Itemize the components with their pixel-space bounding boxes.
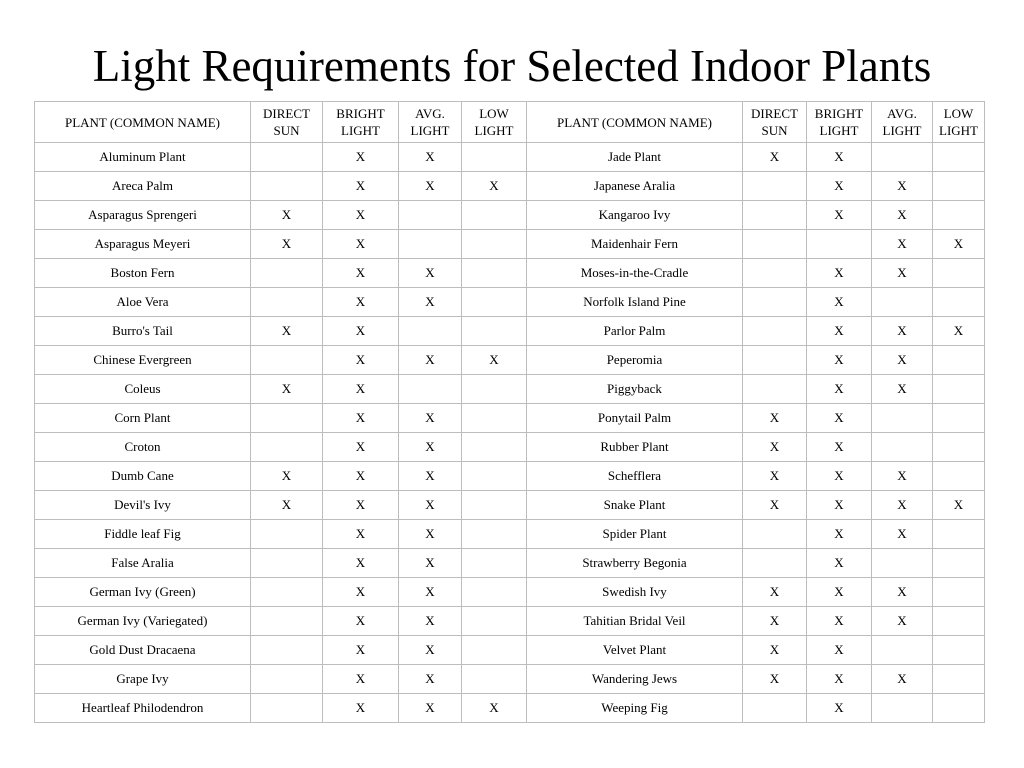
low-light-cell: X [462, 346, 527, 375]
table-row [35, 549, 985, 578]
direct-sun-cell [743, 230, 807, 259]
direct-sun-cell: X [251, 491, 323, 520]
direct-sun-cell: X [743, 636, 807, 665]
bright-light-cell: X [807, 317, 872, 346]
bright-light-cell: X [323, 172, 399, 201]
plant-name-cell: Aloe Vera [35, 288, 251, 317]
bright-light-cell: X [323, 520, 399, 549]
avg-light-cell [399, 230, 462, 259]
bright-light-cell: X [807, 607, 872, 636]
plant-name-cell: German Ivy (Variegated) [35, 607, 251, 636]
table-row [35, 230, 985, 259]
avg-light-cell: X [872, 317, 933, 346]
bright-light-cell: X [807, 375, 872, 404]
header-bright-light-right [807, 102, 872, 143]
low-light-cell [462, 375, 527, 404]
low-light-cell [933, 143, 985, 172]
plant-name-cell: Ponytail Palm [527, 404, 743, 433]
avg-light-cell: X [399, 607, 462, 636]
avg-light-cell: X [872, 607, 933, 636]
table-row [35, 578, 985, 607]
low-light-cell [933, 259, 985, 288]
direct-sun-cell: X [251, 462, 323, 491]
avg-light-cell [399, 201, 462, 230]
plant-name-cell: Peperomia [527, 346, 743, 375]
low-light-cell [933, 578, 985, 607]
direct-sun-cell: X [251, 375, 323, 404]
bright-light-cell: X [807, 201, 872, 230]
low-light-cell [462, 433, 527, 462]
header-avg-light-right [872, 102, 933, 143]
table-row [35, 636, 985, 665]
low-light-cell: X [933, 317, 985, 346]
bright-light-cell: X [323, 636, 399, 665]
low-light-cell [462, 607, 527, 636]
bright-light-cell: X [807, 404, 872, 433]
avg-light-cell: X [872, 230, 933, 259]
plant-name-cell: Heartleaf Philodendron [35, 694, 251, 723]
plant-name-cell: Burro's Tail [35, 317, 251, 346]
table-body [35, 143, 985, 723]
bright-light-cell: X [323, 549, 399, 578]
plant-name-cell: Japanese Aralia [527, 172, 743, 201]
direct-sun-cell [251, 172, 323, 201]
header-avg-line1: AVG. [887, 106, 917, 121]
avg-light-cell: X [399, 462, 462, 491]
plant-name-cell: Strawberry Begonia [527, 549, 743, 578]
header-avg-line2: LIGHT [410, 123, 450, 138]
direct-sun-cell [743, 375, 807, 404]
header-plant-right: PLANT (COMMON NAME) [527, 102, 743, 143]
avg-light-cell: X [872, 172, 933, 201]
plant-name-cell: Maidenhair Fern [527, 230, 743, 259]
avg-light-cell: X [872, 462, 933, 491]
low-light-cell: X [933, 230, 985, 259]
plant-name-cell: Rubber Plant [527, 433, 743, 462]
direct-sun-cell [251, 607, 323, 636]
direct-sun-cell: X [743, 433, 807, 462]
bright-light-cell: X [323, 259, 399, 288]
avg-light-cell: X [399, 259, 462, 288]
plant-name-cell: Coleus [35, 375, 251, 404]
table-row [35, 172, 985, 201]
plant-name-cell: Gold Dust Dracaena [35, 636, 251, 665]
direct-sun-cell [251, 346, 323, 375]
table-row [35, 433, 985, 462]
direct-sun-cell [743, 259, 807, 288]
bright-light-cell: X [323, 288, 399, 317]
table-row [35, 259, 985, 288]
avg-light-cell: X [399, 143, 462, 172]
header-low-line1: LOW [943, 106, 974, 121]
avg-light-cell [872, 433, 933, 462]
avg-light-cell [872, 404, 933, 433]
bright-light-cell: X [807, 665, 872, 694]
header-bright-line2: LIGHT [341, 123, 380, 138]
bright-light-cell [807, 230, 872, 259]
low-light-cell [933, 404, 985, 433]
avg-light-cell [872, 143, 933, 172]
direct-sun-cell: X [743, 462, 807, 491]
direct-sun-cell [251, 404, 323, 433]
low-light-cell [462, 317, 527, 346]
table-row [35, 404, 985, 433]
header-low-light-right [933, 102, 985, 143]
avg-light-cell: X [872, 578, 933, 607]
plant-name-cell: German Ivy (Green) [35, 578, 251, 607]
bright-light-cell: X [807, 491, 872, 520]
header-avg-light-left [399, 102, 462, 143]
table-row [35, 201, 985, 230]
bright-light-cell: X [807, 694, 872, 723]
bright-light-cell: X [323, 375, 399, 404]
bright-light-cell: X [807, 143, 872, 172]
low-light-cell [462, 259, 527, 288]
avg-light-cell: X [399, 491, 462, 520]
header-low-line1: LOW [479, 106, 509, 121]
bright-light-cell: X [323, 143, 399, 172]
low-light-cell [462, 288, 527, 317]
avg-light-cell [872, 694, 933, 723]
low-light-cell [933, 288, 985, 317]
table-row [35, 665, 985, 694]
avg-light-cell: X [872, 201, 933, 230]
avg-light-cell [872, 636, 933, 665]
bright-light-cell: X [807, 578, 872, 607]
plant-name-cell: Tahitian Bridal Veil [527, 607, 743, 636]
direct-sun-cell [251, 288, 323, 317]
light-requirements-table [34, 101, 985, 723]
bright-light-cell: X [807, 346, 872, 375]
low-light-cell [933, 462, 985, 491]
plant-name-cell: Norfolk Island Pine [527, 288, 743, 317]
low-light-cell [462, 549, 527, 578]
page-title: Light Requirements for Selected Indoor Plants [92, 41, 932, 91]
header-direct-line2: SUN [273, 123, 300, 138]
plant-name-cell: Croton [35, 433, 251, 462]
direct-sun-cell [251, 433, 323, 462]
low-light-cell [933, 375, 985, 404]
bright-light-cell: X [323, 665, 399, 694]
direct-sun-cell [743, 201, 807, 230]
header-bright-line1: BRIGHT [814, 106, 864, 121]
avg-light-cell: X [872, 491, 933, 520]
low-light-cell: X [462, 694, 527, 723]
low-light-cell [933, 636, 985, 665]
avg-light-cell: X [399, 172, 462, 201]
direct-sun-cell [251, 520, 323, 549]
bright-light-cell: X [323, 404, 399, 433]
direct-sun-cell [743, 172, 807, 201]
bright-light-cell: X [807, 433, 872, 462]
low-light-cell [462, 520, 527, 549]
avg-light-cell: X [399, 346, 462, 375]
header-low-line2: LIGHT [474, 123, 514, 138]
bright-light-cell: X [323, 230, 399, 259]
bright-light-cell: X [323, 578, 399, 607]
bright-light-cell: X [323, 317, 399, 346]
low-light-cell [933, 172, 985, 201]
low-light-cell [462, 636, 527, 665]
plant-name-cell: Asparagus Sprengeri [35, 201, 251, 230]
plant-name-cell: Jade Plant [527, 143, 743, 172]
plant-name-cell: Moses-in-the-Cradle [527, 259, 743, 288]
low-light-cell [933, 520, 985, 549]
low-light-cell [933, 694, 985, 723]
header-direct-sun-right [743, 102, 807, 143]
avg-light-cell: X [399, 694, 462, 723]
bright-light-cell: X [323, 491, 399, 520]
direct-sun-cell: X [743, 143, 807, 172]
plant-name-cell: Boston Fern [35, 259, 251, 288]
plant-name-cell: Weeping Fig [527, 694, 743, 723]
direct-sun-cell [251, 259, 323, 288]
bright-light-cell: X [807, 636, 872, 665]
direct-sun-cell: X [743, 491, 807, 520]
low-light-cell [462, 462, 527, 491]
header-direct-line1: DIRECT [751, 106, 798, 121]
header-low-line2: LIGHT [939, 123, 978, 138]
direct-sun-cell [251, 694, 323, 723]
plant-name-cell: Dumb Cane [35, 462, 251, 491]
plant-name-cell: Piggyback [527, 375, 743, 404]
header-low-light-left [462, 102, 527, 143]
low-light-cell [462, 491, 527, 520]
direct-sun-cell [251, 143, 323, 172]
low-light-cell: X [462, 172, 527, 201]
header-direct-line1: DIRECT [263, 106, 310, 121]
direct-sun-cell: X [743, 665, 807, 694]
bright-light-cell: X [807, 288, 872, 317]
direct-sun-cell [251, 665, 323, 694]
bright-light-cell: X [323, 607, 399, 636]
table-row [35, 288, 985, 317]
avg-light-cell [872, 549, 933, 578]
avg-light-cell: X [399, 665, 462, 694]
low-light-cell [933, 433, 985, 462]
plant-name-cell: Kangaroo Ivy [527, 201, 743, 230]
bright-light-cell: X [323, 201, 399, 230]
bright-light-cell: X [807, 549, 872, 578]
plant-name-cell: Parlor Palm [527, 317, 743, 346]
plant-name-cell: False Aralia [35, 549, 251, 578]
direct-sun-cell: X [251, 230, 323, 259]
direct-sun-cell [743, 346, 807, 375]
plant-name-cell: Devil's Ivy [35, 491, 251, 520]
avg-light-cell [399, 375, 462, 404]
plant-name-cell: Aluminum Plant [35, 143, 251, 172]
table-row [35, 607, 985, 636]
plant-name-cell: Grape Ivy [35, 665, 251, 694]
plant-name-cell: Areca Palm [35, 172, 251, 201]
low-light-cell [933, 346, 985, 375]
bright-light-cell: X [323, 346, 399, 375]
avg-light-cell: X [399, 549, 462, 578]
header-bright-line1: BRIGHT [336, 106, 385, 121]
header-avg-line2: LIGHT [882, 123, 922, 138]
header-row [35, 102, 985, 143]
low-light-cell [462, 578, 527, 607]
avg-light-cell [399, 317, 462, 346]
table-row [35, 491, 985, 520]
table-row [35, 375, 985, 404]
avg-light-cell: X [872, 520, 933, 549]
low-light-cell [933, 665, 985, 694]
avg-light-cell: X [872, 665, 933, 694]
direct-sun-cell [743, 317, 807, 346]
avg-light-cell: X [399, 520, 462, 549]
bright-light-cell: X [807, 259, 872, 288]
table-row [35, 694, 985, 723]
plant-name-cell: Snake Plant [527, 491, 743, 520]
plant-name-cell: Velvet Plant [527, 636, 743, 665]
bright-light-cell: X [323, 462, 399, 491]
direct-sun-cell: X [251, 317, 323, 346]
bright-light-cell: X [807, 520, 872, 549]
avg-light-cell: X [872, 375, 933, 404]
plant-name-cell: Chinese Evergreen [35, 346, 251, 375]
avg-light-cell: X [872, 259, 933, 288]
header-bright-line2: LIGHT [819, 123, 859, 138]
low-light-cell: X [933, 491, 985, 520]
direct-sun-cell: X [743, 578, 807, 607]
low-light-cell [462, 404, 527, 433]
low-light-cell [933, 607, 985, 636]
low-light-cell [462, 143, 527, 172]
low-light-cell [933, 201, 985, 230]
header-direct-sun-left [251, 102, 323, 143]
avg-light-cell: X [872, 346, 933, 375]
bright-light-cell: X [323, 433, 399, 462]
avg-light-cell [872, 288, 933, 317]
direct-sun-cell: X [743, 607, 807, 636]
direct-sun-cell: X [743, 404, 807, 433]
direct-sun-cell [743, 520, 807, 549]
direct-sun-cell [251, 549, 323, 578]
direct-sun-cell: X [251, 201, 323, 230]
avg-light-cell: X [399, 404, 462, 433]
avg-light-cell: X [399, 433, 462, 462]
plant-name-cell: Schefflera [527, 462, 743, 491]
header-avg-line1: AVG. [415, 106, 445, 121]
direct-sun-cell [743, 694, 807, 723]
table-row [35, 462, 985, 491]
low-light-cell [462, 201, 527, 230]
direct-sun-cell [743, 288, 807, 317]
bright-light-cell: X [807, 172, 872, 201]
plant-name-cell: Spider Plant [527, 520, 743, 549]
table-row [35, 346, 985, 375]
plant-name-cell: Wandering Jews [527, 665, 743, 694]
direct-sun-cell [743, 549, 807, 578]
plant-name-cell: Asparagus Meyeri [35, 230, 251, 259]
avg-light-cell: X [399, 288, 462, 317]
low-light-cell [462, 665, 527, 694]
table-row [35, 143, 985, 172]
header-direct-line2: SUN [761, 123, 788, 138]
header-bright-light-left [323, 102, 399, 143]
low-light-cell [462, 230, 527, 259]
low-light-cell [933, 549, 985, 578]
plant-name-cell: Swedish Ivy [527, 578, 743, 607]
bright-light-cell: X [807, 462, 872, 491]
avg-light-cell: X [399, 578, 462, 607]
direct-sun-cell [251, 578, 323, 607]
plant-name-cell: Fiddle leaf Fig [35, 520, 251, 549]
header-plant-left: PLANT (COMMON NAME) [35, 102, 251, 143]
table-row [35, 317, 985, 346]
direct-sun-cell [251, 636, 323, 665]
table-row [35, 520, 985, 549]
plant-name-cell: Corn Plant [35, 404, 251, 433]
avg-light-cell: X [399, 636, 462, 665]
bright-light-cell: X [323, 694, 399, 723]
